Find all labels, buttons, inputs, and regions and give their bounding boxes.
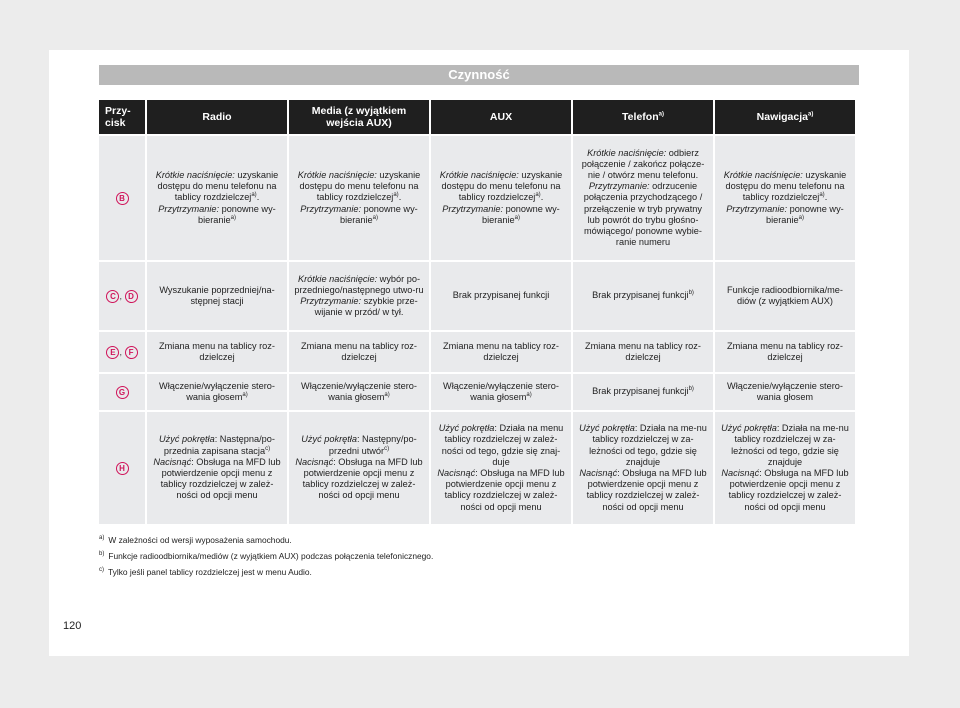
table-cell: Włączenie/wyłączenie stero-wania głosem$^{a)}$ <box>289 374 429 410</box>
table-cell: Krótkie naciśnięcie: uzyskanie dostępu do menu telefonu na tablicy rozdzielczej$^{a)}$. Przytrzymanie: ponowne wy-bieranie$^{a)}$ <box>289 136 429 260</box>
table-cell: Zmiana menu na tablicy roz-dzielczej <box>431 332 571 372</box>
footnotes <box>99 534 859 582</box>
table-row <box>99 332 855 372</box>
table-cell: Zmiana menu na tablicy roz-dzielczej <box>147 332 287 372</box>
button-c-badge: C <box>106 290 119 303</box>
button-e-badge: E <box>106 346 119 359</box>
table-row <box>99 374 855 410</box>
button-g-badge: G <box>116 386 129 399</box>
footnote: $^{a)}$ W zależności od wersji wyposażenia samochodu. <box>99 535 292 545</box>
page-number: 120 <box>63 620 82 632</box>
table-cell: Włączenie/wyłączenie stero-wania głosem <box>715 374 855 410</box>
table-cell: Brak przypisanej funkcji$^{b)}$ <box>573 262 713 330</box>
key-cell <box>99 412 145 524</box>
table-row <box>99 262 855 330</box>
table-cell: Użyć pokrętła: Działa na menu tablicy rozdzielczej w zależ-ności od tego, gdzie się znaj-duje Nacisnąć: Obsługa na MFD lub potwierdzenie opcji menu z tablicy rozdzielczej w zależ-ności od opcji menu <box>431 412 571 524</box>
button-d-badge: D <box>125 290 138 303</box>
header-button: Przy- cisk <box>99 100 145 134</box>
table-row <box>99 412 855 524</box>
footnote: $^{c)}$ Tylko jeśli panel tablicy rozdzielczej jest w menu Audio. <box>99 567 312 577</box>
header-telefon: Telefon$^{a)}$ <box>573 100 713 134</box>
table-cell: Użyć pokrętła: Działa na me-nu tablicy rozdzielczej w za-leżności od tego, gdzie się znajduje Nacisnąć: Obsługa na MFD lub potwierdzenie opcji menu z tablicy rozdzielczej w zależ-ności od opcji menu <box>573 412 713 524</box>
table-cell: Brak przypisanej funkcji$^{b)}$ <box>573 374 713 410</box>
table-cell: Zmiana menu na tablicy roz-dzielczej <box>715 332 855 372</box>
key-cell: C , D <box>99 262 145 330</box>
table-header-row <box>99 100 855 134</box>
key-cell: E , F <box>99 332 145 372</box>
header-radio: Radio <box>147 100 287 134</box>
table-cell: Włączenie/wyłączenie stero-wania głosem$^{a)}$ <box>147 374 287 410</box>
table-cell: Włączenie/wyłączenie stero-wania głosem$^{a)}$ <box>431 374 571 410</box>
header-nawigacja: Nawigacja$^{a)}$ <box>715 100 855 134</box>
table-cell: Użyć pokrętła: Następny/po-przedni utwór$^{c)}$ Nacisnąć: Obsługa na MFD lub potwierdzenie opcji menu z tablicy rozdzielczej w zależ-ności od opcji menu <box>289 412 429 524</box>
key-cell <box>99 374 145 410</box>
table-cell: Użyć pokrętła: Następna/po-przednia zapisana stacja$^{c)}$ Nacisnąć: Obsługa na MFD lub potwierdzenie opcji menu z tablicy rozdzielczej w zależ-ności od opcji menu <box>147 412 287 524</box>
table-cell: Brak przypisanej funkcji <box>431 262 571 330</box>
button-h-badge: H <box>116 462 129 475</box>
manual-page <box>49 50 909 656</box>
button-b-badge: B <box>116 192 129 205</box>
key-cell <box>99 136 145 260</box>
table-cell: Zmiana menu na tablicy roz-dzielczej <box>573 332 713 372</box>
header-media: Media (z wyjątkiem wejścia AUX) <box>289 100 429 134</box>
table-row <box>99 136 855 260</box>
button-f-badge: F <box>125 346 138 359</box>
table-cell: Funkcje radioodbiornika/me-diów (z wyjątkiem AUX) <box>715 262 855 330</box>
table-cell: Krótkie naciśnięcie: uzyskanie dostępu do menu telefonu na tablicy rozdzielczej$^{a)}$. Przytrzymanie: ponowne wy-bieranie$^{a)}$ <box>431 136 571 260</box>
function-table <box>97 98 857 526</box>
table-cell: Krótkie naciśnięcie: uzyskanie dostępu do menu telefonu na tablicy rozdzielczej$^{a)}$. Przytrzymanie: ponowne wy-bieranie$^{a)}$ <box>147 136 287 260</box>
table-cell: Użyć pokrętła: Działa na me-nu tablicy rozdzielczej w za-leżności od tego, gdzie się znajduje Nacisnąć: Obsługa na MFD lub potwierdzenie opcji menu z tablicy rozdzielczej w zależ-ności od opcji menu <box>715 412 855 524</box>
table-cell: Krótkie naciśnięcie: wybór po-przedniego/następnego utwo-ru Przytrzymanie: szybkie prze-wijanie w przód/ w tył. <box>289 262 429 330</box>
header-aux: AUX <box>431 100 571 134</box>
section-title: Czynność <box>99 65 859 85</box>
table-cell: Krótkie naciśnięcie: odbierz połączenie / zakończ połącze-nie / otwórz menu telefonu. Przytrzymanie: odrzucenie połączenia przychodzącego / przełączenie w tryb prywatny lub powrót do trybu głośno-mówiącego/ ponowne wybie-ranie numeru <box>573 136 713 260</box>
table-cell: Wyszukanie poprzedniej/na-stępnej stacji <box>147 262 287 330</box>
footnote: $^{b)}$ Funkcje radioodbiornika/mediów (z wyjątkiem AUX) podczas połączenia telefonicznego. <box>99 551 434 561</box>
table-cell: Krótkie naciśnięcie: uzyskanie dostępu do menu telefonu na tablicy rozdzielczej$^{a)}$. Przytrzymanie: ponowne wy-bieranie$^{a)}$ <box>715 136 855 260</box>
table-cell: Zmiana menu na tablicy roz-dzielczej <box>289 332 429 372</box>
